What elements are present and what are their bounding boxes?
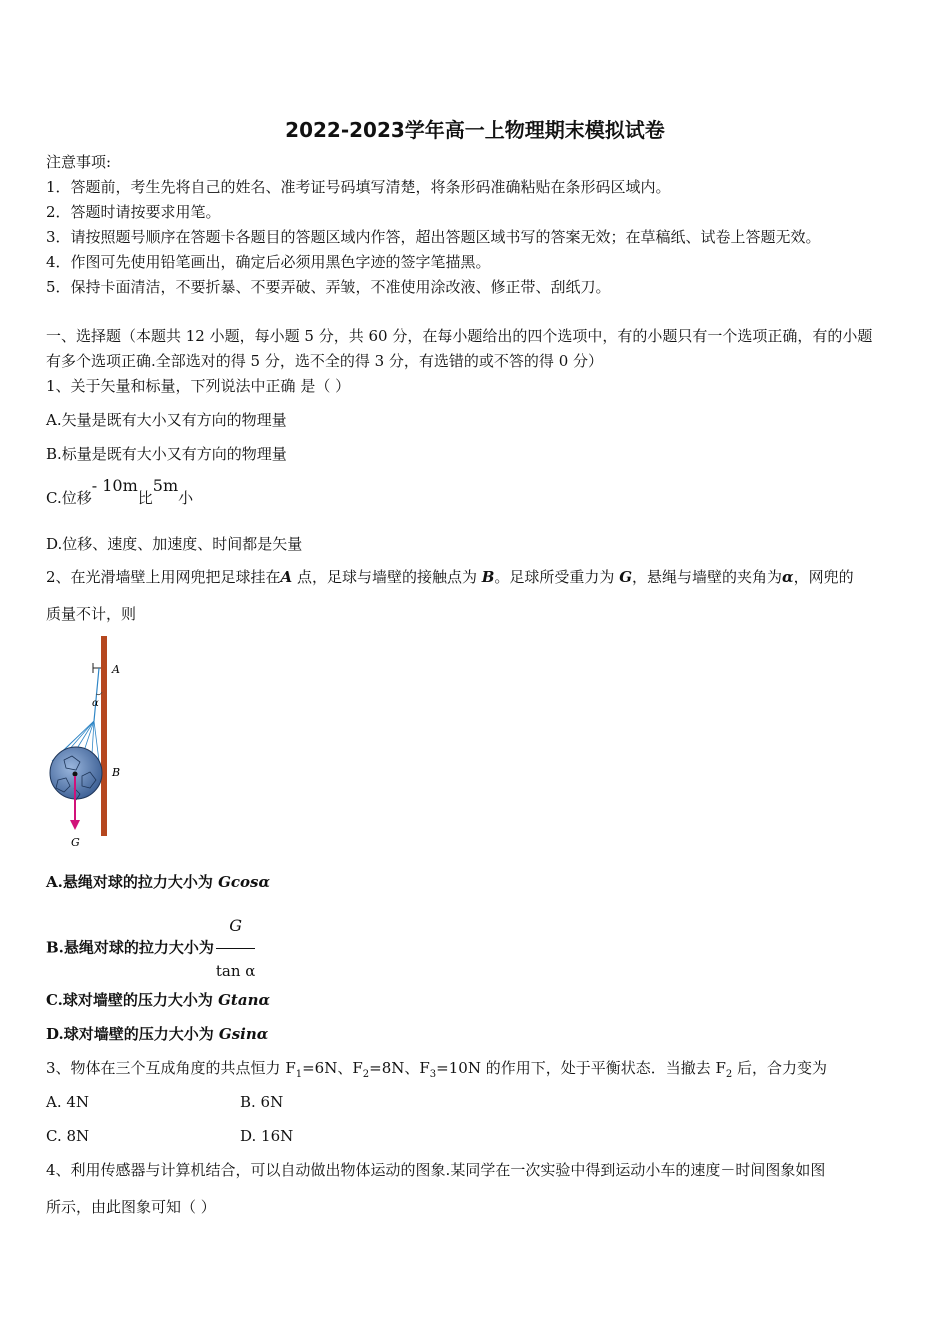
q2-stem-text-1: 2、在光滑墙壁上用网兜把足球挂在 <box>46 568 281 586</box>
q2-b-numerator: G <box>216 906 256 949</box>
notice-item-3: 3．请按照题号顺序在答题卡各题目的答题区域内作答，超出答题区域书写的答案无效；在草稿纸、试卷上答题无效。 <box>46 228 821 246</box>
q2-a-text: A.悬绳对球的拉力大小为 <box>46 873 219 891</box>
wall <box>101 636 107 836</box>
q3-option-b: B. 6N <box>240 1093 284 1111</box>
q3-stem-text-3: =8N、F <box>369 1059 430 1077</box>
q3-subscript-4: 2 <box>725 1069 733 1080</box>
q2-stem-text-2: 点，足球与墙壁的接触点为 <box>292 568 482 586</box>
q2-option-a <box>46 872 270 892</box>
q2-b-fraction <box>216 906 256 991</box>
q2-stem-text-3: 。足球所受重力为 <box>494 568 620 586</box>
ball-on-wall-figure <box>44 636 134 851</box>
q2-stem-line-1 <box>46 567 854 587</box>
q2-angle-symbol: α <box>782 568 794 586</box>
q3-subscript-3: 3 <box>429 1069 437 1080</box>
q1-c-value-2: 5m <box>152 476 179 495</box>
q1-option-a: A.矢量是既有大小又有方向的物理量 <box>46 411 287 429</box>
q3-stem-text-1: 3、物体在三个互成角度的共点恒力 F <box>46 1059 296 1077</box>
q2-option-b <box>46 906 255 991</box>
q2-point-b: B <box>481 568 495 586</box>
notice-item-2: 2．答题时请按要求用笔。 <box>46 203 221 221</box>
q1-option-d: D.位移、速度、加速度、时间都是矢量 <box>46 535 303 553</box>
q2-c-expression: Gtanα <box>218 991 271 1009</box>
section-instructions-line-1: 一、选择题（本题共 12 小题，每小题 5 分，共 60 分，在每小题给出的四个选项中，有的小题只有一个选项正确，有的小题 <box>46 327 873 345</box>
q3-stem-text-2: =6N、F <box>302 1059 363 1077</box>
q2-gravity-symbol: G <box>619 568 633 586</box>
notice-item-5: 5．保持卡面清洁，不要折暴、不要弄破、弄皱，不准使用涂改液、修正带、刮纸刀。 <box>46 278 611 296</box>
q3-options-row-1 <box>46 1092 446 1112</box>
figure-label-a: A <box>112 663 120 676</box>
q4-stem-line-1: 4、利用传感器与计算机结合，可以自动做出物体运动的图象.某同学在一次实验中得到运动小车的速度－时间图象如图 <box>46 1161 826 1179</box>
notice-item-4: 4．作图可先使用铅笔画出，确定后必须用黑色字迹的签字笔描黑。 <box>46 253 491 271</box>
q3-subscript-1: 1 <box>295 1069 303 1080</box>
q3-option-c: C. 8N <box>46 1127 90 1145</box>
q3-stem-text-5: 后，合力变为 <box>732 1059 828 1077</box>
q2-stem-text-4: ，悬绳与墙壁的夹角为 <box>632 568 783 586</box>
q2-d-text: D.球对墙壁的压力大小为 <box>46 1025 219 1043</box>
q1-c-value-1: - 10m <box>91 476 138 495</box>
q3-option-a: A. 4N <box>46 1093 90 1111</box>
q3-options-row-2 <box>46 1126 446 1146</box>
q2-d-expression: Gsinα <box>218 1025 269 1043</box>
figure-label-b: B <box>112 766 121 779</box>
section-instructions-line-2: 有多个选项正确.全部选对的得 5 分，选不全的得 3 分，有选错的或不答的得 0 分） <box>46 352 604 370</box>
figure-label-g: G <box>71 836 80 849</box>
q1-stem: 1、关于矢量和标量，下列说法中正确 是（ ） <box>46 377 351 395</box>
q2-a-expression: Gcosα <box>218 873 271 891</box>
q2-point-a: A <box>280 568 293 586</box>
q3-stem-text-4: =10N 的作用下，处于平衡状态．当撤去 F <box>436 1059 726 1077</box>
q1-c-mid: 比 <box>137 489 153 507</box>
q2-b-denominator: tan α <box>215 962 256 980</box>
page-title: 2022-2023学年高一上物理期末模拟试卷 <box>285 118 665 142</box>
q2-b-text: B.悬绳对球的拉力大小为 <box>46 938 214 957</box>
notice-item-1: 1．答题前，考生先将自己的姓名、准考证号码填写清楚，将条形码准确粘贴在条形码区域内。 <box>46 178 671 196</box>
q3-subscript-2: 2 <box>362 1069 370 1080</box>
q3-option-d: D. 16N <box>240 1127 294 1145</box>
notice-heading: 注意事项: <box>46 153 112 171</box>
q3-stem <box>46 1058 827 1085</box>
q2-stem-line-2: 质量不计，则 <box>46 605 137 623</box>
q2-option-c <box>46 990 270 1010</box>
q2-c-text: C.球对墙壁的压力大小为 <box>46 991 219 1009</box>
q1-c-prefix: C.位移 <box>46 489 92 507</box>
q2-option-d <box>46 1024 268 1044</box>
q2-stem-text-5: ，网兜的 <box>793 568 854 586</box>
q1-option-c <box>46 476 194 508</box>
q1-c-suffix: 小 <box>178 489 194 507</box>
q4-stem-line-2: 所示，由此图象可知（ ） <box>46 1198 216 1216</box>
q1-option-b: B.标量是既有大小又有方向的物理量 <box>46 445 287 463</box>
figure-label-alpha: α <box>92 698 99 709</box>
